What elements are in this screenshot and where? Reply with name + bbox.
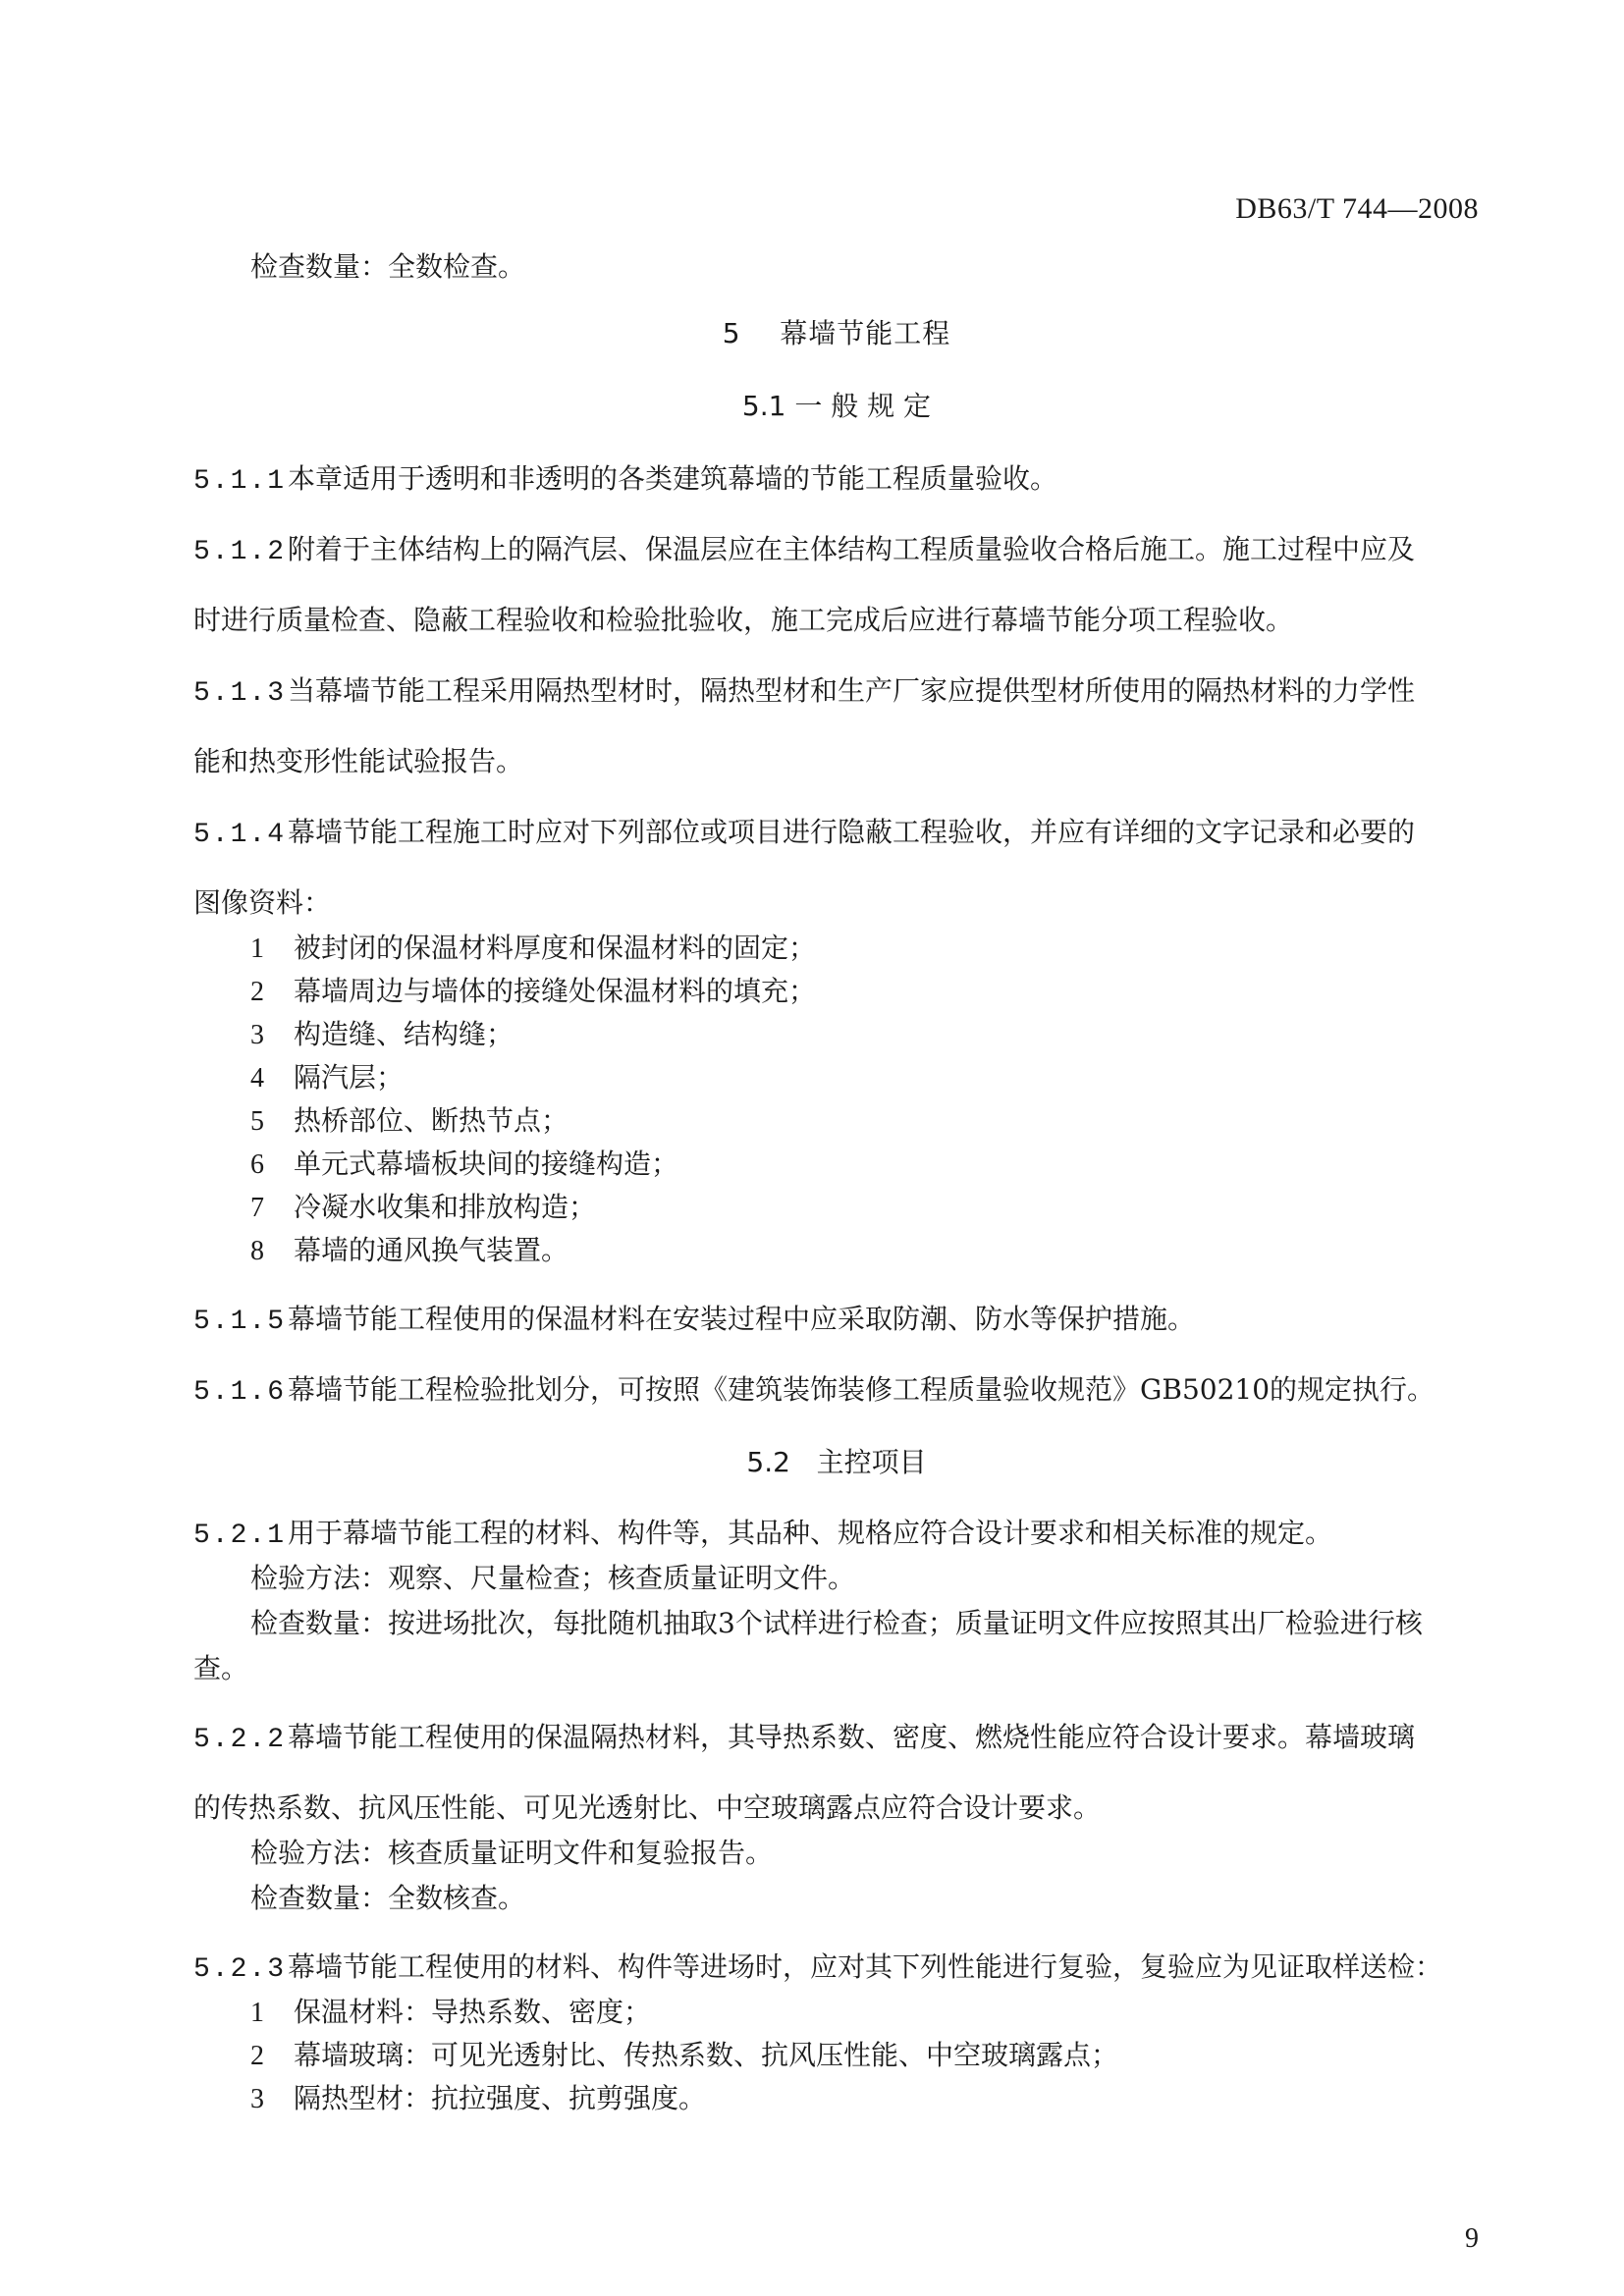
clause-5-1-4 [193, 811, 1415, 857]
page-number: 9 [1465, 2223, 1479, 2254]
clause-5-1-1 [193, 457, 1057, 504]
list-item: 2 幕墙玻璃：可见光透射比、传热系数、抗风压性能、中空玻璃露点； [250, 2039, 1119, 2071]
inspection-quantity: 检查数量：全数核查。 [250, 1882, 526, 1914]
list-item: 4 隔汽层； [250, 1061, 405, 1094]
clause-5-2-3 [193, 1946, 1442, 1992]
list-item: 3 隔热型材：抗拉强度、抗剪强度。 [250, 2082, 707, 2114]
clause-text: 幕墙节能工程使用的材料、构件等进场时，应对其下列性能进行复验，复验应为见证取样送检： [288, 1950, 1443, 1983]
subsection-title: 一 般 规 定 [794, 390, 932, 422]
list-item: 3 构造缝、结构缝； [250, 1018, 514, 1050]
inspection-quantity: 检查数量：按进场批次，每批随机抽取3个试样进行检查；质量证明文件应按照其出厂检验进行核 [250, 1607, 1423, 1639]
clause-5-1-3 [193, 669, 1415, 716]
clause-text: 附着于主体结构上的隔汽层、保温层应在主体结构工程质量验收合格后施工。施工过程中应及 [288, 533, 1416, 565]
subsection-number: 5.2 [746, 1446, 790, 1478]
clause-text: 用于幕墙节能工程的材料、构件等，其品种、规格应符合设计要求和相关标准的规定。 [288, 1517, 1333, 1549]
subsection-heading-general [193, 385, 1480, 428]
clause-number: 5.1.1 [193, 466, 287, 497]
clause-number: 5.1.2 [193, 537, 287, 567]
section-heading [193, 312, 1480, 355]
clause-number: 5.2.1 [193, 1521, 287, 1551]
clause-5-1-5 [193, 1298, 1195, 1344]
clause-5-1-2-cont: 时进行质量检查、隐蔽工程验收和检验批验收，施工完成后应进行幕墙节能分项工程验收。 [193, 604, 1294, 636]
clause-text: 当幕墙节能工程采用隔热型材时，隔热型材和生产厂家应提供型材所使用的隔热材料的力学性 [288, 674, 1416, 707]
list-item: 5 热桥部位、断热节点； [250, 1104, 569, 1137]
list-item: 2 幕墙周边与墙体的接缝处保温材料的填充； [250, 975, 817, 1007]
clause-number: 5.1.3 [193, 678, 287, 709]
clause-number: 5.2.3 [193, 1954, 287, 1985]
list-item: 6 单元式幕墙板块间的接缝构造； [250, 1148, 679, 1180]
clause-text: 幕墙节能工程使用的保温材料在安装过程中应采取防潮、防水等保护措施。 [288, 1303, 1196, 1335]
clause-text: 幕墙节能工程检验批划分，可按照《建筑装饰装修工程质量验收规范》GB50210的规定执行。 [288, 1373, 1435, 1406]
subsection-title: 主控项目 [816, 1446, 927, 1478]
clause-5-2-2-cont: 的传热系数、抗风压性能、可见光透射比、中空玻璃露点应符合设计要求。 [193, 1791, 1102, 1824]
list-item: 8 幕墙的通风换气装置。 [250, 1234, 569, 1266]
clause-text: 幕墙节能工程施工时应对下列部位或项目进行隐蔽工程验收，并应有详细的文字记录和必要的 [288, 816, 1416, 848]
subsection-number: 5.1 [741, 390, 786, 422]
inspection-quantity-cont: 查。 [193, 1652, 249, 1684]
clause-number: 5.2.2 [193, 1725, 287, 1755]
inspection-method: 检验方法：观察、尺量检查；核查质量证明文件。 [250, 1562, 856, 1594]
clause-5-1-2 [193, 528, 1415, 574]
subsection-heading-main-items [193, 1441, 1480, 1484]
document-code: DB63/T 744—2008 [1235, 192, 1479, 225]
list-item: 1 被封闭的保温材料厚度和保温材料的固定； [250, 932, 817, 964]
inspection-method: 检验方法：核查质量证明文件和复验报告。 [250, 1837, 774, 1869]
list-item: 1 保温材料：导热系数、密度； [250, 1996, 652, 2028]
clause-number: 5.1.4 [193, 820, 287, 850]
clause-5-2-2 [193, 1716, 1415, 1762]
clause-number: 5.1.6 [193, 1377, 287, 1408]
clause-5-1-6 [193, 1368, 1435, 1415]
clause-5-1-3-cont: 能和热变形性能试验报告。 [193, 745, 524, 777]
clause-number: 5.1.5 [193, 1307, 287, 1337]
clause-text: 幕墙节能工程使用的保温隔热材料，其导热系数、密度、燃烧性能应符合设计要求。幕墙玻璃 [288, 1721, 1416, 1753]
section-title: 幕墙节能工程 [780, 317, 951, 349]
clause-5-1-4-cont: 图像资料： [193, 886, 332, 919]
clause-5-2-1 [193, 1512, 1332, 1558]
clause-text: 本章适用于透明和非透明的各类建筑幕墙的节能工程质量验收。 [288, 462, 1058, 495]
inspection-quantity-line: 检查数量：全数检查。 [250, 250, 526, 283]
list-item: 7 冷凝水收集和排放构造； [250, 1191, 597, 1223]
section-number: 5 [722, 317, 741, 349]
